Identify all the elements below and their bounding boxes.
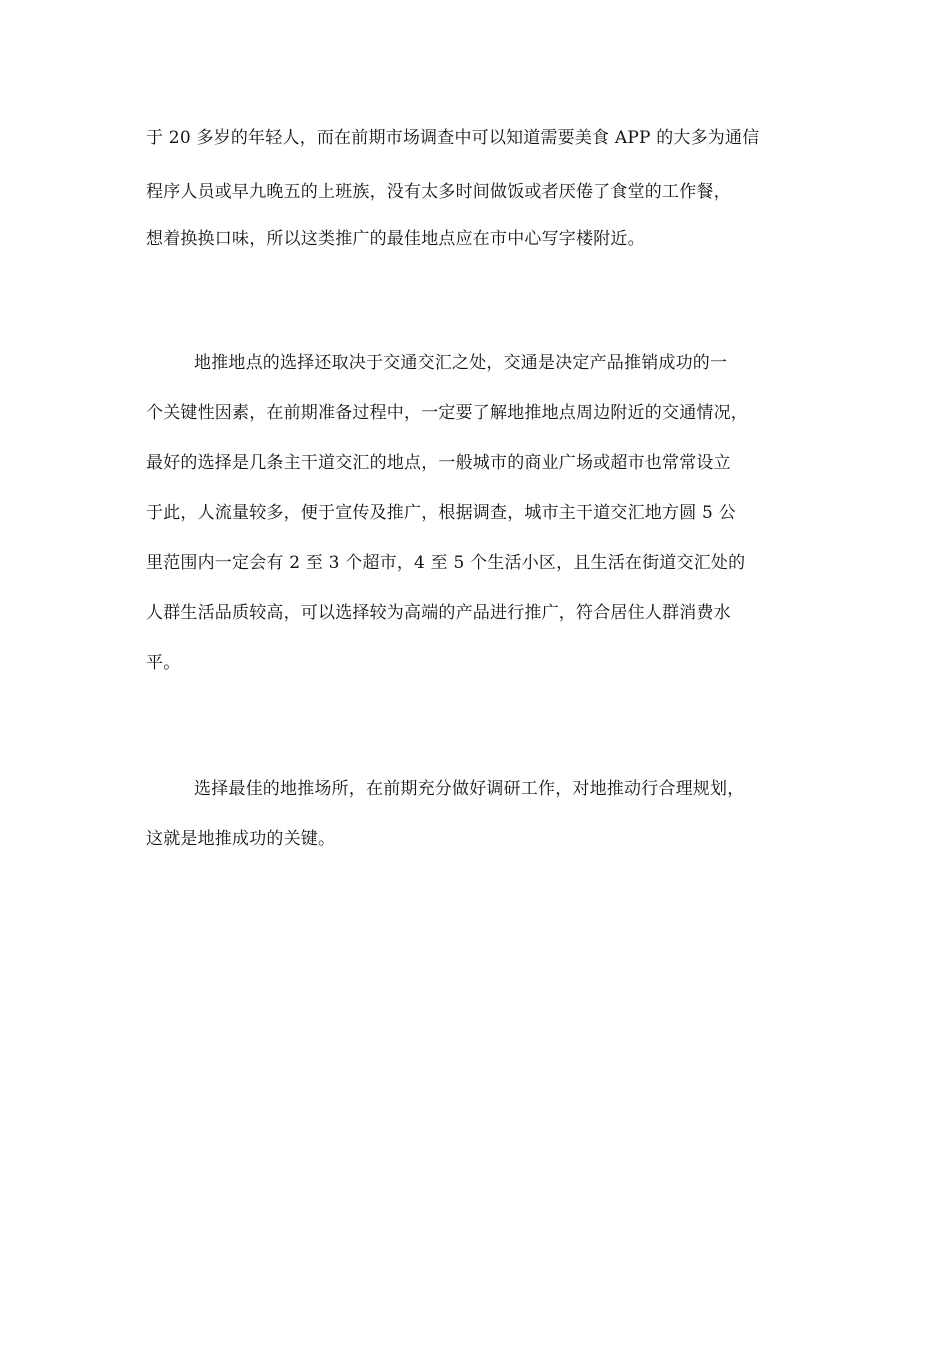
paragraph-2-line-4: 于此，人流量较多，便于宣传及推广，根据调查，城市主干道交汇地方圆 5 公 [146,503,736,523]
paragraph-2-line-2: 个关键性因素，在前期准备过程中，一定要了解地推地点周边附近的交通情况， [146,403,748,423]
paragraph-2-line-3: 最好的选择是几条主干道交汇的地点，一般城市的商业广场或超市也常常设立 [146,453,731,473]
paragraph-1-line-3: 想着换换口味，所以这类推广的最佳地点应在市中心写字楼附近。 [146,229,645,249]
paragraph-3-line-1: 选择最佳的地推场所，在前期充分做好调研工作，对地推动行合理规划， [194,779,745,799]
paragraph-1-line-2: 程序人员或早九晚五的上班族，没有太多时间做饭或者厌倦了食堂的工作餐， [146,182,731,202]
paragraph-3-line-2: 这就是地推成功的关键。 [146,829,336,849]
paragraph-2-line-6: 人群生活品质较高，可以选择较为高端的产品进行推广，符合居住人群消费水 [146,603,731,623]
paragraph-2-line-5: 里范围内一定会有 2 至 3 个超市，4 至 5 个生活小区，且生活在街道交汇处的 [146,553,746,573]
paragraph-2-line-1: 地推地点的选择还取决于交通交汇之处，交通是决定产品推销成功的一 [194,353,728,373]
paragraph-2-line-7: 平。 [146,653,181,673]
paragraph-1-line-1: 于 20 多岁的年轻人，而在前期市场调查中可以知道需要美食 APP 的大多为通信 [146,128,760,148]
